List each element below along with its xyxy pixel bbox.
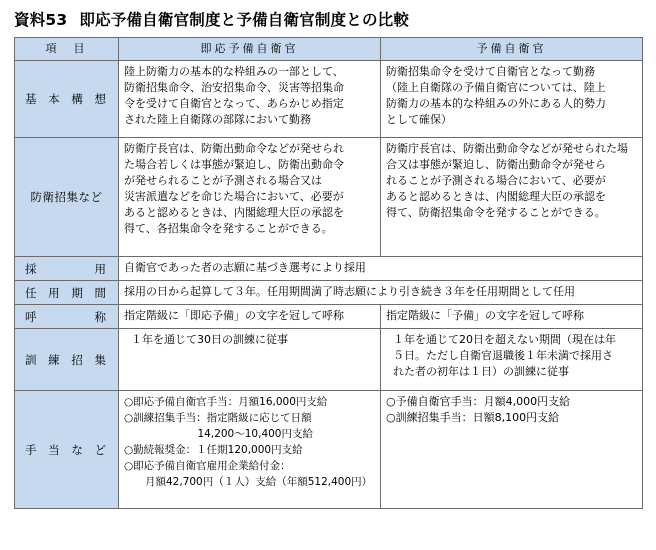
teate-sokuo-cell: ○即応予備自衛官手当：月額16,000円支給 ○訓練招集手当：指定階級に応じて日額 14,200～10,400円支給 ○勤続報奨金：１任期120,000円支給 ○即応予備自衛官雇用企業給付金： 月額42,700円（１人）支給（年額512,400円） xyxy=(119,391,381,509)
table-row xyxy=(15,281,643,305)
header-sokuo: 即応予備自衛官 xyxy=(119,38,381,61)
row-label-kunren: 訓練招集 xyxy=(15,329,119,391)
page-title xyxy=(14,8,409,30)
shoshu-yobi-cell: 防衛庁長官は、防衛出動命令などが発せられた場 合又は事態が緊迫し、防衛出動命令が発せら れることが予測される場合において、必要が あると認めるときは、内閣総理大臣の承認を 得て、防衛招集命令を発することができる。 xyxy=(381,138,643,257)
table-row xyxy=(15,61,643,138)
title-text: 即応予備自衛官制度と予備自衛官制度との比較 xyxy=(79,11,410,29)
row-label-kosho: 呼称 xyxy=(15,305,119,329)
kihon-sokuo-cell: 陸上防衛力の基本的な枠組みの一部として、 防衛招集命令、治安招集命令、災害等招集命 令を受けて自衛官となって、あらかじめ指定 された陸上自衛隊の部隊において勤務 xyxy=(119,61,381,138)
kunren-yobi-cell: １年を通じて20日を超えない期間（現在は年 ５日。ただし自衛官退職後１年未満で採用さ れた者の初年は１日）の訓練に従事 xyxy=(381,329,643,391)
shoshu-sokuo-cell: 防衛庁長官は、防衛出動命令などが発せられ た場合若しくは事態が緊迫し、防衛出動命令 が発せられることが予測される場合又は 災害派遣などを命じた場合において、必要が あると認めるときは、内閣総理大臣の承認を 得て、各招集命令を発することができる。 xyxy=(119,138,381,257)
kihon-yobi-cell: 防衛招集命令を受けて自衛官となって勤務 （陸上自衛隊の予備自衛官については、陸上 防衛力の基本的な枠組みの外にある人的勢力 として確保） xyxy=(381,61,643,138)
table-row xyxy=(15,305,643,329)
table-row xyxy=(15,391,643,509)
kosho-yobi-cell: 指定階級に「予備」の文字を冠して呼称 xyxy=(381,305,643,329)
table-row xyxy=(15,257,643,281)
ninyo-cell: 採用の日から起算して３年。任用期間満了時志願により引き続き３年を任用期間として任用 xyxy=(119,281,643,305)
header-item: 項 目 xyxy=(15,38,119,61)
kunren-sokuo-cell: １年を通じて30日の訓練に従事 xyxy=(119,329,381,391)
row-label-saiyo: 採用 xyxy=(15,257,119,281)
header-row xyxy=(15,38,643,61)
table-row xyxy=(15,138,643,257)
saiyo-cell: 自衛官であった者の志願に基づき選考により採用 xyxy=(119,257,643,281)
teate-yobi-cell: ○予備自衛官手当：月額4,000円支給 ○訓練招集手当：日額8,100円支給 xyxy=(381,391,643,509)
comparison-table xyxy=(14,37,643,509)
table-row xyxy=(15,329,643,391)
header-yobi: 予備自衛官 xyxy=(381,38,643,61)
row-label-kihon: 基本構想 xyxy=(15,61,119,138)
kosho-sokuo-cell: 指定階級に「即応予備」の文字を冠して呼称 xyxy=(119,305,381,329)
row-label-ninyo: 任用期間 xyxy=(15,281,119,305)
title-label: 資料53 xyxy=(14,11,68,29)
row-label-shoshu: 防衛招集など xyxy=(15,138,119,257)
row-label-teate: 手当など xyxy=(15,391,119,509)
